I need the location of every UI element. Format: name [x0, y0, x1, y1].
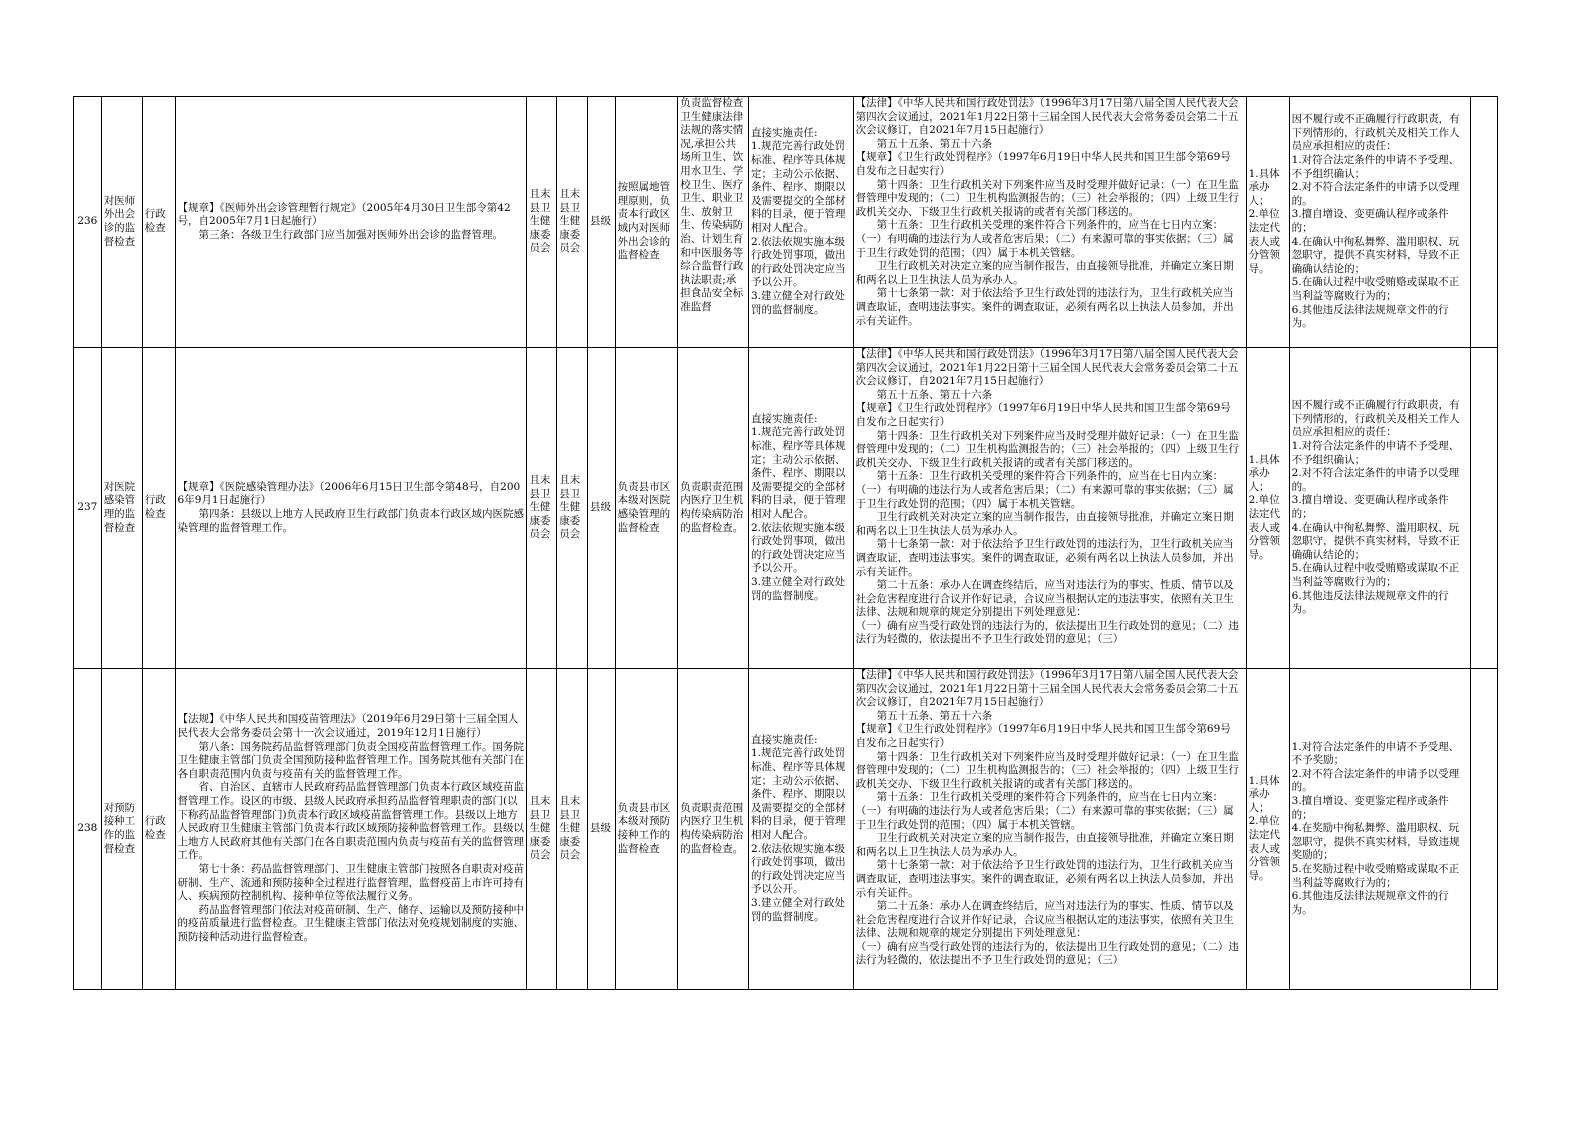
responsibility-items: 直接实施责任: 1.规范完善行政处罚标准、程序等具体规定；主动公示依据、条件、程序、期限以及需要提交的全部材料的目录，便于管理相对人配合。 2.依法依规实施本级行政处罚事项，做出的行政处罚决定应当予以公开。 3.建立健全对行政处罚的监督制度。 — [749, 97, 854, 348]
row-number: 236 — [74, 97, 102, 348]
responsibility-subject: 1.具体承办人； 2.单位法定代表人或分管领导。 — [1246, 348, 1289, 669]
department-duty-text: 负责监督检查卫生健康法律法规的落实情况,承担公共场所卫生、饮用水卫生、学校卫生、医疗卫生、职业卫生、放射卫生、传染病防治、计划生育和中医服务等综合监督行政执法职责;承担食品安全标准监督 — [680, 97, 744, 313]
responsible-dept: 且末县卫生健康委员会 — [557, 97, 588, 348]
item-name: 对医师外出会诊的监督检查 — [101, 97, 142, 348]
duty-list-table — [73, 96, 1498, 990]
accountability-basis-text: 【法律】《中华人民共和国行政处罚法》（1996年3月17日第八届全国人民代表大会第四次会议通过，2021年1月22日第十三届全国人民代表大会常务委员会第二十五次会议修订，自2021年7月15日起施行） 第五十五条、第五十六条 【规章】《卫生行政处罚程序》（1997年6月19日中华人民共和国卫生部令第69号 自发布之日起实行） 第十四条：卫生行政机关对下列案件应当及时受理并做好记录：（一）在卫生监督管理中发现的；（二）卫生机构监测报告的；（三）社会举报的；（四）上级卫生行政机关交办、下级卫生行政机关报请的或者有关部门移送的。 第十五条：卫生行政机关受理的案件符合下列条件的，应当在七日内立案：（一）有明确的违法行为人或者危害后果；（二）有来源可靠的事实依据；（三）属于卫生行政处罚的范围；（四）属于本机关管辖。 卫生行政机关对决定立案的应当制作报告，由直接领导批准，并确定立案日期和两名以上卫生执法人员为承办人。 第十七条第一款：对于依法给予卫生行政处罚的违法行为，卫生行政机关应当调查取证，查明违法事实。案件的调查取证，必须有两名以上执法人员参加，并出示有关证件。 第二十五条：承办人在调查终结后，应当对违法行为的事实、性质、情节以及社会危害程度进行合议并作好记录，合议应当根据认定的违法事实，依照有关卫生法律、法规和规章的规定分别提出下列处理意见： （一）确有应当受行政处罚的违法行为的，依法提出卫生行政处罚的意见；（二）违法行为轻微的，依法提出不予卫生行政处罚的意见；（三） — [855, 348, 1239, 646]
row-number: 238 — [74, 669, 102, 990]
accountability-situations: 因不履行或不正确履行行政职责，有下列情形的，行政机关及相关工作人员应承担相应的责任： 1.对符合法定条件的申请不予受理、不予组织确认； 2.对不符合法定条件的申请予以受理的。 3.擅自增设、变更确认程序或条件的； 4.在确认中徇私舞弊、滥用职权、玩忽职守，提供不真实材料，导致不正确确认结论的； 5.在确认过程中收受贿赂或谋取不正当利益等腐败行为的； 6.其他违反法律法规规章文件的行为。 — [1289, 348, 1471, 669]
legal-basis: 【规章】《医师外出会诊管理暂行规定》（2005年4月30日卫生部令第42号，自2005年7月1日起施行） 第三条：各级卫生行政部门应当加强对医师外出会诊的监督管理。 — [175, 97, 527, 348]
implementation-scope: 按照属地管理原则，负责本行政区域内对医师外出会诊的监督检查 — [615, 97, 678, 348]
admin-level: 县级 — [587, 669, 615, 990]
item-name: 对预防接种工作的监督检查 — [101, 669, 142, 990]
item-type: 行政检查 — [142, 348, 175, 669]
accountability-basis-text: 【法律】《中华人民共和国行政处罚法》（1996年3月17日第八届全国人民代表大会第四次会议通过，2021年1月22日第十三届全国人民代表大会常务委员会第二十五次会议修订，自2021年7月15日起施行） 第五十五条、第五十六条 【规章】《卫生行政处罚程序》（1997年6月19日中华人民共和国卫生部令第69号 自发布之日起实行） 第十四条：卫生行政机关对下列案件应当及时受理并做好记录：（一）在卫生监督管理中发现的；（二）卫生机构监测报告的；（三）社会举报的；（四）上级卫生行政机关交办、下级卫生行政机关报请的或者有关部门移送的。 第十五条：卫生行政机关受理的案件符合下列条件的，应当在七日内立案：（一）有明确的违法行为人或者危害后果；（二）有来源可靠的事实依据；（三）属于卫生行政处罚的范围；（四）属于本机关管辖。 卫生行政机关对决定立案的应当制作报告，由直接领导批准，并确定立案日期和两名以上卫生执法人员为承办人。 第十七条第一款：对于依法给予卫生行政处罚的违法行为，卫生行政机关应当调查取证，查明违法事实。案件的调查取证，必须有两名以上执法人员参加，并出示有关证件。 第二十五条：承办人在调查终结后，应当对违法行为的事实、性质、情节以及社会危害程度进行合议并作好记录，合议应当根据认定的违法事实，依照有关卫生法律、法规和规章的规定分别提出下列处理意见： （一）确有应当受行政处罚的违法行为的，依法提出卫生行政处罚的意见；（二）违法行为轻微的，依法提出不予卫生行政处罚的意见；（三） — [855, 669, 1239, 967]
legal-basis: 【规章】《医院感染管理办法》（2006年6月15日卫生部令第48号，自2006年9月1日起施行） 第四条：县级以上地方人民政府卫生行政部门负责本行政区域内医院感染管理的监督管理工作。 — [175, 348, 527, 669]
implementation-scope: 负责县市区本级对医院感染管理的监督检查 — [615, 348, 678, 669]
implementing-dept: 且末县卫生健康委员会 — [527, 669, 557, 990]
remark — [1471, 348, 1498, 669]
responsibility-subject: 1.具体承办人； 2.单位法定代表人或分管领导。 — [1246, 97, 1289, 348]
department-duty: 负责职责范围内医疗卫生机构传染病防治的监督检查。 — [678, 669, 749, 990]
department-duty: 负责职责范围内医疗卫生机构传染病防治的监督检查。 — [678, 348, 749, 669]
legal-basis: 【法规】《中华人民共和国疫苗管理法》（2019年6月29日第十三届全国人民代表大会常务委员会第十一次会议通过，2019年12月1日施行） 第八条：国务院药品监督管理部门负责全国疫苗监督管理工作。国务院卫生健康主管部门负责全国预防接种监督管理工作。国务院其他有关部门在各自职责范围内负责与疫苗有关的监督管理工作。 省、自治区、直辖市人民政府药品监督管理部门负责本行政区域疫苗监督管理工作。设区的市级、县级人民政府承担药品监督管理职责的部门(以下称药品监督管理部门)负责本行政区域疫苗监督管理工作。县级以上地方人民政府卫生健康主管部门负责本行政区域预防接种监督管理工作。县级以上地方人民政府其他有关部门在各自职责范围内负责与疫苗有关的监督管理工作。 第七十条：药品监督管理部门、卫生健康主管部门按照各自职责对疫苗研制、生产、流通和预防接种全过程进行监督管理，监督疫苗上市许可持有人、疾病预防控制机构、接种单位等依法履行义务。 药品监督管理部门依法对疫苗研制、生产、储存、运输以及预防接种中的疫苗质量进行监督检查。卫生健康主管部门依法对免疫规划制度的实施、预防接种活动进行监督检查。 — [175, 669, 527, 990]
remark — [1471, 97, 1498, 348]
responsibility-items: 直接实施责任: 1.规范完善行政处罚标准、程序等具体规定；主动公示依据、条件、程序、期限以及需要提交的全部材料的目录，便于管理相对人配合。 2.依法依规实施本级行政处罚事项，做出的行政处罚决定应当予以公开。 3.建立健全对行政处罚的监督制度。 — [749, 669, 854, 990]
row-number: 237 — [74, 348, 102, 669]
remark — [1471, 669, 1498, 990]
admin-level: 县级 — [587, 348, 615, 669]
accountability-basis — [853, 97, 1246, 348]
responsibility-items: 直接实施责任: 1.规范完善行政处罚标准、程序等具体规定；主动公示依据、条件、程序、期限以及需要提交的全部材料的目录，便于管理相对人配合。 2.依法依规实施本级行政处罚事项，做出的行政处罚决定应当予以公开。 3.建立健全对行政处罚的监督制度。 — [749, 348, 854, 669]
table-row — [74, 669, 1498, 990]
item-type: 行政检查 — [142, 97, 175, 348]
responsible-dept: 且末县卫生健康委员会 — [557, 669, 588, 990]
implementation-scope: 负责县市区本级对预防接种工作的监督检查 — [615, 669, 678, 990]
responsibility-subject: 1.具体承办人； 2.单位法定代表人或分管领导。 — [1246, 669, 1289, 990]
accountability-basis-text: 【法律】《中华人民共和国行政处罚法》（1996年3月17日第八届全国人民代表大会第四次会议通过，2021年1月22日第十三届全国人民代表大会常务委员会第二十五次会议修订，自2021年7月15日起施行） 第五十五条、第五十六条 【规章】《卫生行政处罚程序》（1997年6月19日中华人民共和国卫生部令第69号 自发布之日起实行） 第十四条：卫生行政机关对下列案件应当及时受理并做好记录：（一）在卫生监督管理中发现的；（二）卫生机构监测报告的；（三）社会举报的；（四）上级卫生行政机关交办、下级卫生行政机关报请的或者有关部门移送的。 第十五条：卫生行政机关受理的案件符合下列条件的，应当在七日内立案：（一）有明确的违法行为人或者危害后果；（二）有来源可靠的事实依据；（三）属于卫生行政处罚的范围；（四）属于本机关管辖。 卫生行政机关对决定立案的应当制作报告，由直接领导批准，并确定立案日期和两名以上卫生执法人员为承办人。 第十七条第一款：对于依法给予卫生行政处罚的违法行为，卫生行政机关应当调查取证，查明违法事实。案件的调查取证，必须有两名以上执法人员参加，并出示有关证件。 — [855, 97, 1239, 327]
implementing-dept: 且末县卫生健康委员会 — [527, 348, 557, 669]
item-name: 对医院感染管理的监督检查 — [101, 348, 142, 669]
accountability-situations: 1.对符合法定条件的申请不予受理、不予奖励； 2.对不符合法定条件的申请予以受理的。 3.擅自增设、变更鉴定程序或条件的； 4.在奖励中徇私舞弊、滥用职权、玩忽职守，提供不真实材料，导致违规奖励的； 5.在奖励过程中收受贿赂或谋取不正当利益等腐败行为的； 6.其他违反法律法规规章文件的行为。 — [1289, 669, 1471, 990]
accountability-situations: 因不履行或不正确履行行政职责，有下列情形的，行政机关及相关工作人员应承担相应的责任： 1.对符合法定条件的申请不予受理、不予组织确认； 2.对不符合法定条件的申请予以受理的。 3.擅自增设、变更确认程序或条件的； 4.在确认中徇私舞弊、滥用职权、玩忽职守，提供不真实材料，导致不正确确认结论的； 5.在确认过程中收受贿赂或谋取不正当利益等腐败行为的； 6.其他违反法律法规规章文件的行为。 — [1289, 97, 1471, 348]
table-row — [74, 348, 1498, 669]
responsible-dept: 且末县卫生健康委员会 — [557, 348, 588, 669]
item-type: 行政检查 — [142, 669, 175, 990]
implementing-dept: 且末县卫生健康委员会 — [527, 97, 557, 348]
accountability-basis — [853, 669, 1246, 990]
department-duty — [678, 97, 749, 348]
table-row — [74, 97, 1498, 348]
accountability-basis — [853, 348, 1246, 669]
admin-level: 县级 — [587, 97, 615, 348]
